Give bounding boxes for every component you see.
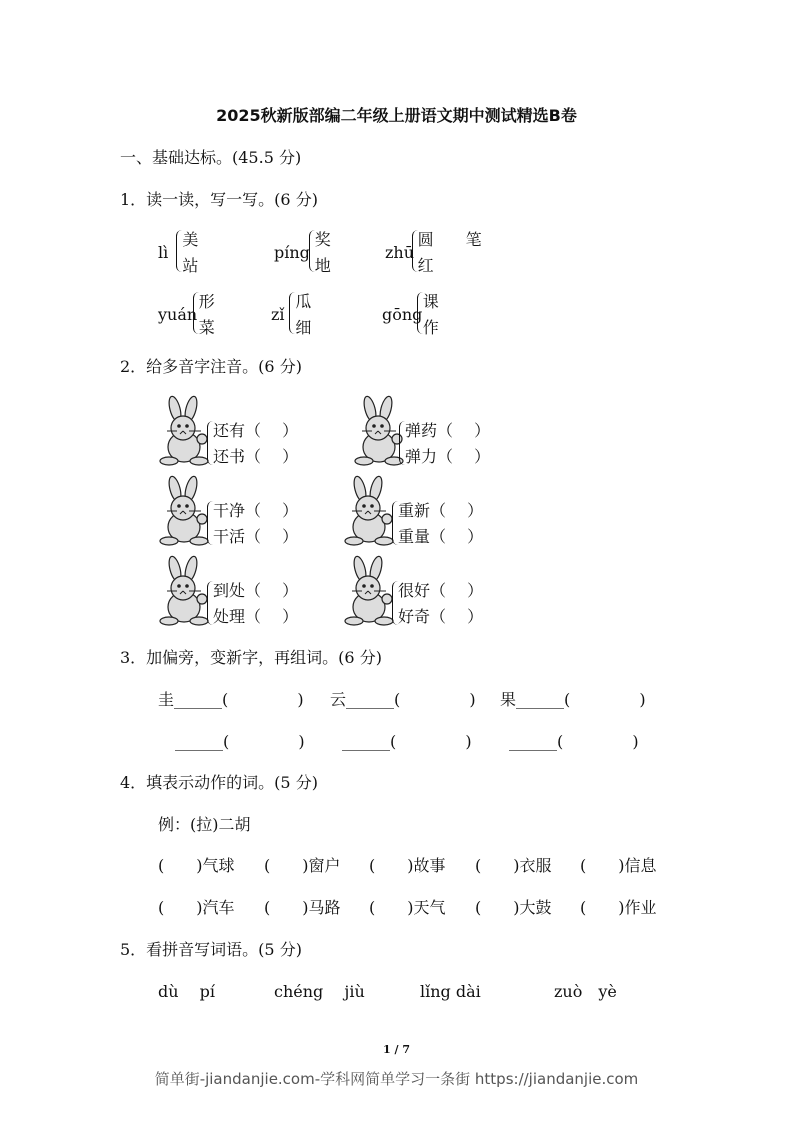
word-char: 瓜 — [295, 292, 312, 311]
word-char: 美 — [182, 230, 199, 249]
q4-item: ( )天气 — [369, 898, 446, 917]
word-item: 弹药（ ） — [405, 421, 491, 440]
section-heading: 一、基础达标。(45.5 分) — [120, 148, 302, 167]
question-3-label: 3．加偏旁，变新字，再组词。(6 分) — [120, 648, 382, 667]
word-item: 弹力（ ） — [405, 447, 491, 466]
word-item: 很好（ ） — [398, 581, 484, 600]
word-char: 菜 — [198, 318, 215, 337]
word-char: 作 — [422, 318, 439, 337]
q4-item: ( )大鼓 — [475, 898, 552, 917]
word-item: 重新（ ） — [398, 501, 484, 520]
word-char: 课 — [422, 292, 439, 311]
question-4-label: 4．填表示动作的词。(5 分) — [120, 773, 318, 792]
word-item: 重量（ ） — [398, 527, 484, 546]
rabbit-illustration — [340, 555, 398, 627]
q3-item: 圭______( ) — [158, 690, 304, 709]
word-item: 还书（ ） — [213, 447, 299, 466]
pinyin-label: gōng — [382, 305, 423, 324]
rabbit-illustration — [155, 475, 213, 547]
pinyin-item: chéng jiù — [274, 982, 365, 1001]
pinyin-item: lǐng dài — [420, 982, 481, 1001]
q4-item: ( )故事 — [369, 856, 446, 875]
pinyin-label: píng — [274, 243, 310, 262]
q4-item: ( )马路 — [264, 898, 341, 917]
q3-item: 云______( ) — [330, 690, 476, 709]
pinyin-item: zuò yè — [554, 982, 617, 1001]
pinyin-label: zǐ — [271, 305, 285, 324]
word-item: 还有（ ） — [213, 421, 299, 440]
page-title: 2025秋新版部编二年级上册语文期中测试精选B卷 — [216, 106, 577, 125]
word-item: 干净（ ） — [213, 501, 299, 520]
q4-item: ( )衣服 — [475, 856, 552, 875]
pinyin-item: dù pí — [158, 982, 215, 1001]
rabbit-illustration — [155, 555, 213, 627]
q3-item: ______( ) — [342, 732, 472, 751]
q4-item: ( )窗户 — [264, 856, 341, 875]
q3-item: ______( ) — [175, 732, 305, 751]
word-char: 形 — [198, 292, 215, 311]
word-char: 奖 — [314, 230, 331, 249]
q4-item: ( )信息 — [580, 856, 657, 875]
word-item: 到处（ ） — [213, 581, 299, 600]
page-number: 1 / 7 — [383, 1043, 410, 1056]
rabbit-illustration — [340, 475, 398, 547]
footer-watermark: 简单街-jiandanjie.com-学科网简单学习一条街 https://jiandanjie.com — [154, 1070, 639, 1088]
q4-item: ( )作业 — [580, 898, 657, 917]
question-5-label: 5．看拼音写词语。(5 分) — [120, 940, 302, 959]
word-char: 站 — [182, 256, 199, 275]
pinyin-label: zhū — [385, 243, 415, 262]
word-char: 地 — [314, 256, 331, 275]
rabbit-illustration — [155, 395, 213, 467]
question-2-label: 2．给多音字注音。(6 分) — [120, 357, 302, 376]
word-char: 圆 笔 — [417, 230, 482, 249]
q3-item: ______( ) — [509, 732, 639, 751]
pinyin-label: lì — [158, 243, 169, 262]
q4-item: ( )气球 — [158, 856, 235, 875]
word-char: 细 — [295, 318, 312, 337]
pinyin-label: yuán — [158, 305, 198, 324]
q4-example: 例：(拉)二胡 — [158, 815, 251, 834]
word-item: 干活（ ） — [213, 527, 299, 546]
word-item: 处理（ ） — [213, 607, 299, 626]
question-1-label: 1．读一读，写一写。(6 分) — [120, 190, 318, 209]
q3-item: 果______( ) — [500, 690, 646, 709]
word-item: 好奇（ ） — [398, 607, 484, 626]
q4-item: ( )汽车 — [158, 898, 235, 917]
word-char: 红 — [417, 256, 434, 275]
